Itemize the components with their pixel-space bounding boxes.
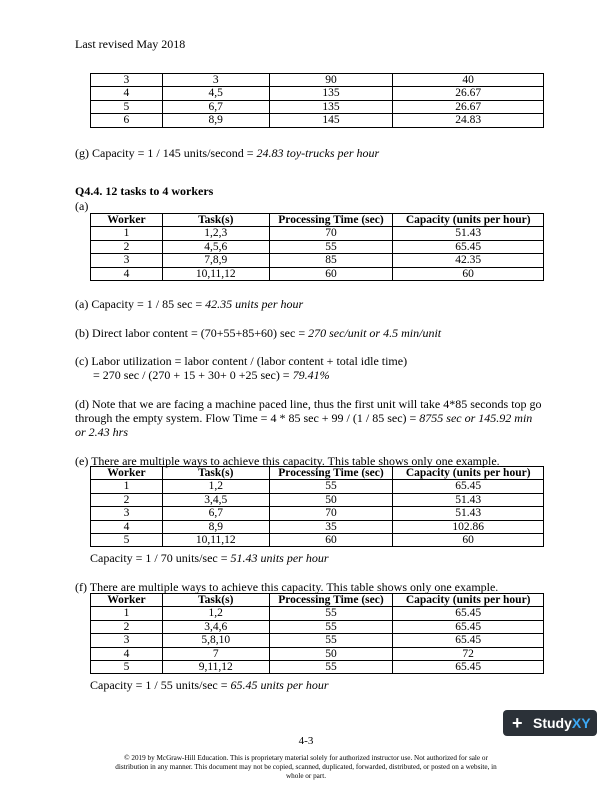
q44-heading: Q4.4. 12 tasks to 4 workers	[75, 184, 214, 198]
table-cell: 72	[393, 647, 544, 660]
table-cell: 5	[91, 100, 163, 113]
table-cell: 55	[269, 634, 393, 647]
table-row	[91, 100, 544, 113]
e-capacity-result: 51.43 units per hour	[230, 551, 329, 565]
column-header: Task(s)	[162, 467, 269, 480]
table-cell: 9,11,12	[162, 661, 269, 674]
column-header: Processing Time (sec)	[269, 214, 393, 227]
d-flow-result: 8755 sec or 145.92 min	[419, 411, 533, 425]
studyxy-badge[interactable]	[503, 710, 597, 736]
table-cell: 2	[91, 240, 163, 253]
table-cell: 5	[91, 661, 163, 674]
table-row	[91, 534, 544, 547]
c-utilization-text: = 270 sec / (270 + 15 + 30+ 0 +25 sec) =	[93, 368, 293, 382]
table-cell: 65.45	[393, 661, 544, 674]
table-cell: 65.45	[393, 620, 544, 633]
table-row	[91, 227, 544, 240]
table-row	[91, 620, 544, 633]
table-cell: 4	[91, 647, 163, 660]
table-cell: 1,2	[162, 480, 269, 493]
e-capacity-line	[90, 551, 329, 565]
table-row	[91, 254, 544, 267]
table-row	[91, 480, 544, 493]
footer-line2: distribution in any manner. This document may not be copied, scanned, duplicated, forwarded, distributed, or posted on a website, in	[115, 763, 497, 772]
table-cell: 5	[91, 534, 163, 547]
table-cell: 4,5	[162, 87, 269, 100]
g-capacity-result: 24.83 toy-trucks per hour	[256, 146, 380, 160]
f-table-body	[91, 607, 544, 674]
g-capacity-line	[75, 146, 379, 160]
a-capacity-text: (a) Capacity = 1 / 85 sec =	[75, 297, 206, 311]
column-header: Capacity (units per hour)	[393, 467, 544, 480]
table-cell: 65.45	[393, 634, 544, 647]
table-cell: 60	[269, 534, 393, 547]
table-cell: 3	[91, 634, 163, 647]
table-cell: 145	[269, 114, 393, 127]
table-cell: 1	[91, 227, 163, 240]
copyright-footer	[90, 754, 522, 782]
table-cell: 65.45	[393, 240, 544, 253]
table-row	[91, 507, 544, 520]
table-cell: 3,4,6	[162, 620, 269, 633]
e-capacity-text: Capacity = 1 / 70 units/sec =	[90, 551, 231, 565]
f-table	[90, 593, 544, 674]
table-row	[91, 74, 544, 87]
table-cell: 65.45	[393, 607, 544, 620]
table-cell: 35	[269, 520, 393, 533]
table-cell: 3	[91, 254, 163, 267]
table-cell: 70	[269, 227, 393, 240]
footer-line1: © 2019 by McGraw-Hill Education. This is proprietary material solely for authorized instructor use. Not authorized for sale or	[124, 754, 488, 762]
table-cell: 65.45	[393, 480, 544, 493]
table-cell: 70	[269, 507, 393, 520]
d-flow-line3	[75, 425, 128, 439]
table-cell: 7,8,9	[162, 254, 269, 267]
column-header: Capacity (units per hour)	[393, 594, 544, 607]
table-cell: 60	[393, 267, 544, 280]
table-cell: 135	[269, 100, 393, 113]
e-table-body	[91, 480, 544, 547]
q44-a-label: (a)	[75, 199, 89, 213]
table-cell: 1,2	[162, 607, 269, 620]
table-cell: 26.67	[393, 100, 544, 113]
table-row	[91, 493, 544, 506]
table-cell: 50	[269, 647, 393, 660]
footer-line3: whole or part.	[285, 772, 327, 781]
table-cell: 55	[269, 480, 393, 493]
b-labor-text: (b) Direct labor content = (70+55+85+60) sec =	[75, 326, 309, 340]
f-table-header	[91, 594, 544, 607]
badge-xy: XY	[571, 715, 591, 731]
table-cell: 4	[91, 267, 163, 280]
table-row	[91, 87, 544, 100]
table-cell: 55	[269, 607, 393, 620]
table-cell: 3	[162, 74, 269, 87]
table-cell: 55	[269, 620, 393, 633]
table-cell: 55	[269, 240, 393, 253]
table-cell: 7	[162, 647, 269, 660]
table-cell: 8,9	[162, 520, 269, 533]
d-flow-result-hrs: or 2.43 hrs	[75, 425, 129, 439]
table-cell: 4	[91, 520, 163, 533]
page-number: 4-3	[298, 735, 314, 747]
table-cell: 1,2,3	[162, 227, 269, 240]
d-flow-text: through the empty system. Flow Time = 4 * 85 sec + 99 / (1 / 85 sec) =	[75, 411, 420, 425]
table-cell: 42.35	[393, 254, 544, 267]
column-header: Processing Time (sec)	[269, 467, 393, 480]
top-table-body	[91, 74, 544, 128]
top-table	[90, 73, 544, 128]
table-cell: 3,4,5	[162, 493, 269, 506]
table-cell: 1	[91, 607, 163, 620]
revision-note: Last revised May 2018	[75, 37, 186, 51]
table-cell: 6,7	[162, 507, 269, 520]
column-header: Worker	[91, 467, 163, 480]
table-row	[91, 114, 544, 127]
table-cell: 51.43	[393, 493, 544, 506]
table-cell: 51.43	[393, 507, 544, 520]
table-row	[91, 520, 544, 533]
table-cell: 90	[269, 74, 393, 87]
column-header: Processing Time (sec)	[269, 594, 393, 607]
a-capacity-line	[75, 297, 303, 311]
table-cell: 6	[91, 114, 163, 127]
table-cell: 1	[91, 480, 163, 493]
table-cell: 4,5,6	[162, 240, 269, 253]
plus-icon: +	[512, 713, 523, 733]
table-row	[91, 240, 544, 253]
badge-study: Study	[533, 715, 572, 731]
table-row	[91, 267, 544, 280]
f-capacity-line	[90, 678, 329, 692]
table-cell: 2	[91, 620, 163, 633]
table-cell: 10,11,12	[162, 267, 269, 280]
e-table-header	[91, 467, 544, 480]
column-header: Capacity (units per hour)	[393, 214, 544, 227]
e-table	[90, 466, 544, 547]
table-cell: 6,7	[162, 100, 269, 113]
table-cell: 40	[393, 74, 544, 87]
table-cell: 4	[91, 87, 163, 100]
table-cell: 3	[91, 507, 163, 520]
column-header: Task(s)	[162, 214, 269, 227]
table-row	[91, 661, 544, 674]
table-cell: 24.83	[393, 114, 544, 127]
table-cell: 50	[269, 493, 393, 506]
table-cell: 55	[269, 661, 393, 674]
c-utilization-line1: (c) Labor utilization = labor content / (labor content + total idle time)	[75, 354, 408, 368]
a-capacity-result: 42.35 units per hour	[205, 297, 304, 311]
table-cell: 60	[269, 267, 393, 280]
c-utilization-result: 79.41%	[292, 368, 330, 382]
b-labor-line	[75, 326, 441, 340]
table-cell: 8,9	[162, 114, 269, 127]
c-utilization-line2	[93, 368, 330, 382]
g-capacity-text: (g) Capacity = 1 / 145 units/second =	[75, 146, 257, 160]
table-cell: 2	[91, 493, 163, 506]
table-cell: 3	[91, 74, 163, 87]
table-cell: 10,11,12	[162, 534, 269, 547]
f-capacity-text: Capacity = 1 / 55 units/sec =	[90, 678, 231, 692]
f-capacity-result: 65.45 units per hour	[230, 678, 329, 692]
table-row	[91, 607, 544, 620]
q44-table	[90, 213, 544, 281]
e-intro: (e) There are multiple ways to achieve this capacity. This table shows only one example.	[75, 454, 500, 468]
table-row	[91, 634, 544, 647]
table-cell: 102.86	[393, 520, 544, 533]
b-labor-result: 270 sec/unit or 4.5 min/unit	[308, 326, 442, 340]
table-cell: 5,8,10	[162, 634, 269, 647]
table-cell: 26.67	[393, 87, 544, 100]
q44-table-body	[91, 227, 544, 281]
table-row	[91, 647, 544, 660]
table-cell: 135	[269, 87, 393, 100]
badge-label	[533, 710, 591, 736]
table-cell: 51.43	[393, 227, 544, 240]
d-flow-line2	[75, 411, 532, 425]
column-header: Worker	[91, 214, 163, 227]
column-header: Worker	[91, 594, 163, 607]
table-cell: 60	[393, 534, 544, 547]
column-header: Task(s)	[162, 594, 269, 607]
q44-table-header	[91, 214, 544, 227]
d-flow-line1: (d) Note that we are facing a machine paced line, thus the first unit will take 4*85 seconds top go	[75, 397, 542, 411]
f-intro: (f) There are multiple ways to achieve this capacity. This table shows only one example.	[75, 580, 499, 594]
table-cell: 85	[269, 254, 393, 267]
